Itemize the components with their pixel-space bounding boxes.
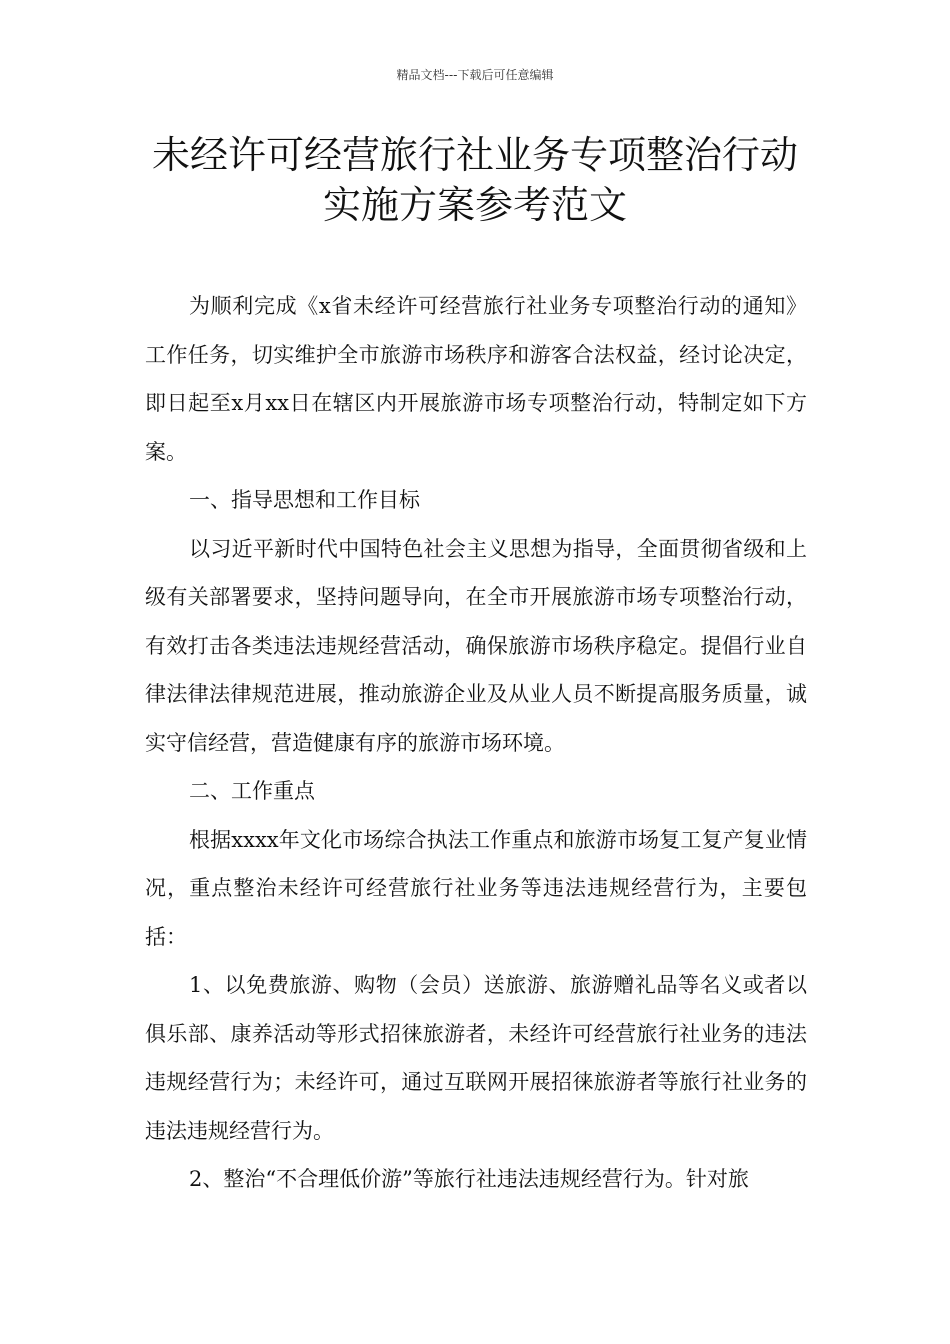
intro-paragraph: 为顺利完成《x省未经许可经营旅行社业务专项整治行动的通知》工作任务，切实维护全市旅游市场秩序和游客合法权益，经讨论决定，即日起至x月xx日在辖区内开展旅游市场专项整治行动，特制定如下方案。	[145, 294, 807, 464]
title-line-1: 未经许可经营旅行社业务专项整治行动	[151, 133, 798, 177]
section-2-heading: 二、工作重点	[189, 779, 315, 803]
list-item-2: 2、整治“不合理低价游”等旅行社违法违规经营行为。针对旅	[189, 1167, 749, 1191]
document-title	[100, 130, 850, 230]
list-item-1: 1、以免费旅游、购物（会员）送旅游、旅游赠礼品等名义或者以俱乐部、康养活动等形式招徕旅游者，未经许可经营旅行社业务的违法违规经营行为；未经许可，通过互联网开展招徕旅游者等旅行社业务的违法违规经营行为。	[145, 973, 807, 1143]
section-1-paragraph: 以习近平新时代中国特色社会主义思想为指导，全面贯彻省级和上级有关部署要求，坚持问题导向，在全市开展旅游市场专项整治行动，有效打击各类违法违规经营活动，确保旅游市场秩序稳定。提倡行业自律法律法律规范进展，推动旅游企业及从业人员不断提高服务质量，诚实守信经营，营造健康有序的旅游市场环境。	[145, 536, 807, 755]
document-body	[145, 282, 807, 1204]
section-2-paragraph: 根据xxxx年文化市场综合执法工作重点和旅游市场复工复产复业情况，重点整治未经许可经营旅行社业务等违法违规经营行为，主要包括：	[145, 827, 807, 949]
section-1-heading: 一、指导思想和工作目标	[189, 488, 420, 512]
header-note: 精品文档---下载后可任意编辑	[396, 68, 554, 82]
title-line-2: 实施方案参考范文	[322, 183, 627, 227]
